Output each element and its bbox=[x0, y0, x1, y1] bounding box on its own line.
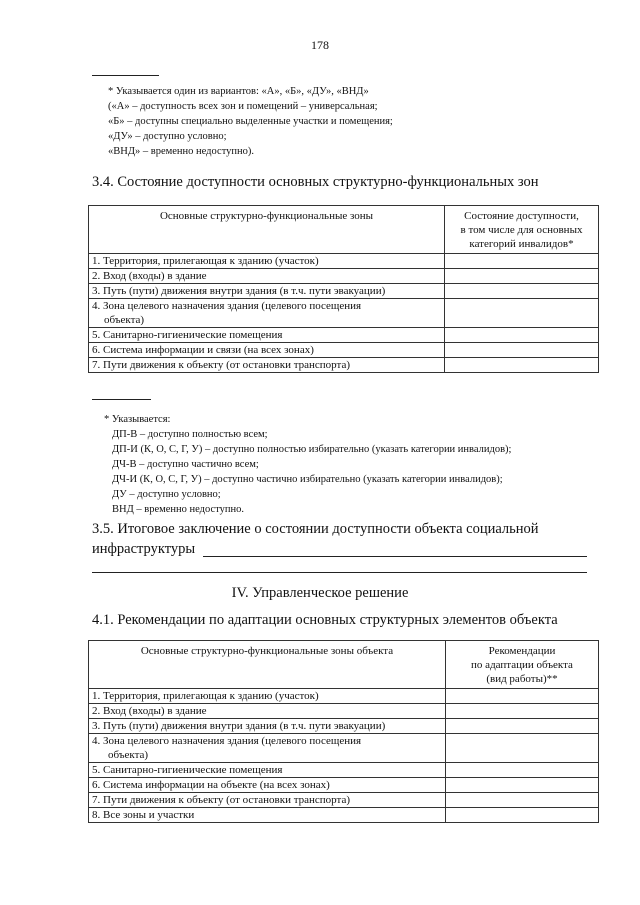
header-line: Состояние доступности, bbox=[464, 210, 579, 222]
recommendation-cell[interactable] bbox=[446, 808, 599, 823]
zone-cell: 1. Территория, прилегающая к зданию (участок) bbox=[89, 689, 446, 704]
table-row bbox=[89, 793, 599, 808]
recommendation-cell[interactable] bbox=[446, 763, 599, 778]
footnote-1 bbox=[108, 84, 393, 159]
footnote-1-line: («А» – доступность всех зон и помещений – универсальная; bbox=[108, 101, 378, 112]
recommendation-cell[interactable] bbox=[446, 689, 599, 704]
zone-cell: 6. Система информации и связи (на всех зонах) bbox=[89, 343, 445, 358]
footnote-2-line: ДУ – доступно условно; bbox=[112, 489, 221, 500]
footnote-2 bbox=[104, 412, 511, 517]
section-3-5-label: инфраструктуры bbox=[92, 541, 196, 557]
footnote-2-line: * Указывается: bbox=[104, 414, 171, 425]
table-row bbox=[89, 254, 599, 269]
status-cell[interactable] bbox=[445, 284, 599, 299]
zone-cell: 2. Вход (входы) в здание bbox=[89, 269, 445, 284]
table-row bbox=[89, 778, 599, 793]
section-3-4-title: 3.4. Состояние доступности основных структурно-функциональных зон bbox=[92, 174, 539, 190]
footnote-2-line: ДП-И (К, О, С, Г, У) – доступно полностью избирательно (указать категории инвалидов); bbox=[112, 444, 512, 455]
zone-line: 4. Зона целевого назначения здания (целевого посещения bbox=[92, 300, 362, 312]
table-header-recommendations bbox=[446, 641, 599, 689]
table-row bbox=[89, 719, 599, 734]
zone-cell: 3. Путь (пути) движения внутри здания (в т.ч. пути эвакуации) bbox=[89, 284, 445, 299]
zone-cell bbox=[89, 734, 446, 763]
zone-line: объекта) bbox=[108, 749, 149, 761]
table-header-zones: Основные структурно-функциональные зоны bbox=[89, 206, 445, 254]
table-header-row bbox=[89, 206, 599, 254]
zone-cell: 1. Территория, прилегающая к зданию (участок) bbox=[89, 254, 445, 269]
footnote-2-line: ВНД – временно недоступно. bbox=[112, 504, 245, 515]
table-row bbox=[89, 358, 599, 373]
table-row bbox=[89, 343, 599, 358]
conclusion-fill-line-1[interactable] bbox=[203, 556, 587, 557]
footnote-rule-1 bbox=[92, 75, 159, 76]
conclusion-fill-line-2[interactable] bbox=[92, 572, 587, 573]
zone-line: 4. Зона целевого назначения здания (целевого посещения bbox=[92, 735, 362, 747]
status-cell[interactable] bbox=[445, 328, 599, 343]
recommendation-cell[interactable] bbox=[446, 778, 599, 793]
table-row bbox=[89, 763, 599, 778]
recommendation-cell[interactable] bbox=[446, 719, 599, 734]
zone-cell: 2. Вход (входы) в здание bbox=[89, 704, 446, 719]
section-3-5-line-2 bbox=[92, 541, 195, 558]
recommendation-cell[interactable] bbox=[446, 793, 599, 808]
status-cell[interactable] bbox=[445, 299, 599, 328]
table-header-zones: Основные структурно-функциональные зоны объекта bbox=[89, 641, 446, 689]
header-line: по адаптации объекта bbox=[471, 659, 573, 671]
zone-cell: 6. Система информации на объекте (на всех зонах) bbox=[89, 778, 446, 793]
table-row bbox=[89, 734, 599, 763]
zone-cell: 5. Санитарно-гигиенические помещения bbox=[89, 763, 446, 778]
table-header-status bbox=[445, 206, 599, 254]
table-row bbox=[89, 704, 599, 719]
recommendation-cell[interactable] bbox=[446, 704, 599, 719]
accessibility-zones-table bbox=[88, 205, 599, 373]
footnote-1-line: * Указывается один из вариантов: «А», «Б», «ДУ», «ВНД» bbox=[108, 86, 369, 97]
footnote-1-line: «ВНД» – временно недоступно). bbox=[108, 146, 255, 157]
footnote-2-line: ДП-В – доступно полностью всем; bbox=[112, 429, 268, 440]
table-row bbox=[89, 808, 599, 823]
header-line: (вид работы)** bbox=[486, 673, 558, 685]
zone-cell bbox=[89, 299, 445, 328]
table-row bbox=[89, 269, 599, 284]
page-number: 178 bbox=[311, 38, 329, 52]
status-cell[interactable] bbox=[445, 343, 599, 358]
footnote-1-line: «Б» – доступны специально выделенные участки и помещения; bbox=[108, 116, 393, 127]
recommendations-table bbox=[88, 640, 599, 823]
status-cell[interactable] bbox=[445, 358, 599, 373]
header-line: Рекомендации bbox=[488, 645, 556, 657]
table-row bbox=[89, 689, 599, 704]
zone-cell: 8. Все зоны и участки bbox=[89, 808, 446, 823]
zone-cell: 5. Санитарно-гигиенические помещения bbox=[89, 328, 445, 343]
footnote-2-line: ДЧ-И (К, О, С, Г, У) – доступно частично избирательно (указать категории инвалидов); bbox=[112, 474, 503, 485]
table-row bbox=[89, 328, 599, 343]
zone-cell: 3. Путь (пути) движения внутри здания (в т.ч. пути эвакуации) bbox=[89, 719, 446, 734]
header-line: в том числе для основных bbox=[460, 224, 583, 236]
table-header-row bbox=[89, 641, 599, 689]
footnote-rule-2 bbox=[92, 399, 151, 400]
status-cell[interactable] bbox=[445, 254, 599, 269]
zone-line: объекта) bbox=[104, 314, 145, 326]
header-line: категорий инвалидов* bbox=[469, 238, 574, 250]
zone-cell: 7. Пути движения к объекту (от остановки транспорта) bbox=[89, 358, 445, 373]
section-4-1-title: 4.1. Рекомендации по адаптации основных структурных элементов объекта bbox=[92, 612, 558, 628]
footnote-1-line: «ДУ» – доступно условно; bbox=[108, 131, 227, 142]
zone-cell: 7. Пути движения к объекту (от остановки транспорта) bbox=[89, 793, 446, 808]
section-4-title: IV. Управленческое решение bbox=[231, 585, 409, 601]
status-cell[interactable] bbox=[445, 269, 599, 284]
table-row bbox=[89, 284, 599, 299]
recommendation-cell[interactable] bbox=[446, 734, 599, 763]
table-row bbox=[89, 299, 599, 328]
footnote-2-line: ДЧ-В – доступно частично всем; bbox=[112, 459, 259, 470]
section-3-5-title: 3.5. Итоговое заключение о состоянии доступности объекта социальной bbox=[92, 521, 539, 537]
